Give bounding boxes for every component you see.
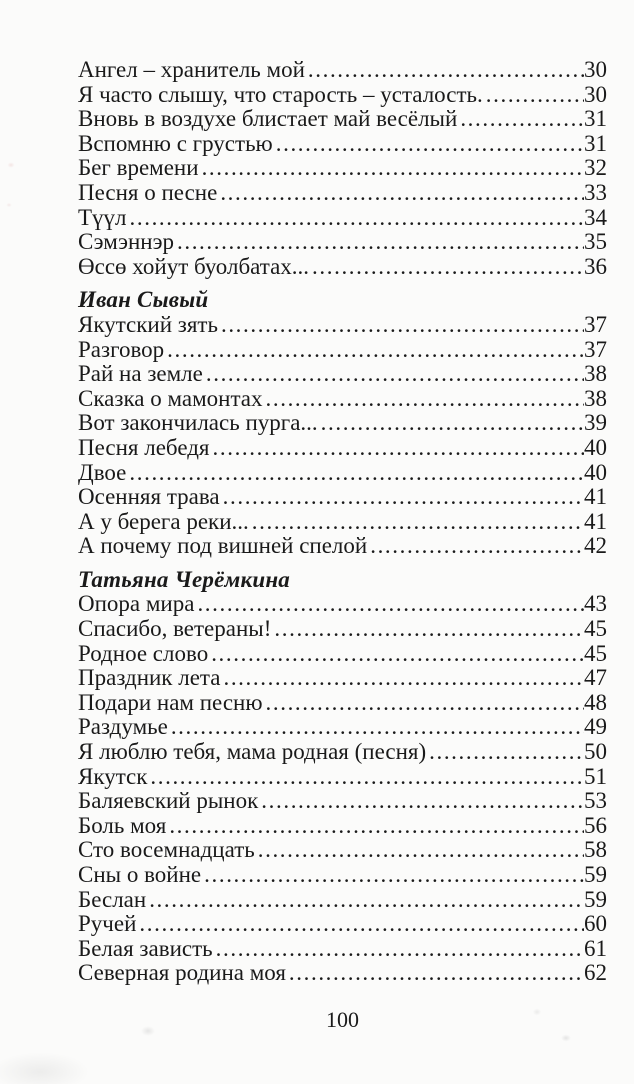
dot-leader (289, 961, 584, 986)
toc-entry (78, 411, 607, 436)
toc-entry (78, 691, 607, 716)
toc-entry (78, 206, 607, 231)
toc-entry (78, 937, 607, 962)
toc-entry (78, 58, 607, 83)
toc-entry (78, 740, 607, 765)
entry-title: Северная родина моя (78, 960, 286, 986)
dot-leader (266, 691, 584, 716)
toc-entry (78, 362, 607, 387)
entry-title: Сто восемнадцать (78, 837, 255, 863)
toc-entry (78, 510, 607, 535)
entry-title: Сказка о мамонтах (78, 385, 263, 411)
entry-title: Я часто слышу, что старость – усталость. (78, 81, 483, 107)
entry-page-number: 42 (584, 533, 607, 559)
dot-leader (223, 666, 584, 691)
entry-title: Праздник лета (78, 665, 221, 691)
entry-page-number: 48 (584, 689, 607, 715)
toc-entry (78, 912, 607, 937)
section-author-heading: Иван Сывый (78, 287, 209, 313)
entry-title: Я люблю тебя, мама родная (песня) (78, 739, 427, 765)
dot-leader (321, 411, 584, 436)
entry-page-number: 30 (584, 81, 607, 107)
dot-leader (150, 765, 584, 790)
entry-title: Разговор (78, 336, 165, 362)
dot-leader (204, 863, 584, 888)
toc-entry (78, 666, 607, 691)
dot-leader (130, 206, 584, 231)
dot-leader (429, 740, 584, 765)
dot-leader (167, 338, 584, 363)
toc-page (78, 58, 607, 986)
toc-entry (78, 838, 607, 863)
entry-title: Өссө хойут буолбатах... (78, 253, 310, 279)
dot-leader (223, 485, 584, 510)
entry-page-number: 30 (584, 57, 607, 82)
toc-entry (78, 107, 607, 132)
toc-entry (78, 534, 607, 559)
toc-entry (78, 181, 607, 206)
entry-title: А почему под вишней спелой (78, 533, 368, 559)
entry-page-number: 36 (584, 253, 607, 279)
entry-page-number: 40 (584, 434, 607, 460)
toc-entry (78, 255, 607, 280)
dot-leader (171, 715, 584, 740)
entry-page-number: 41 (584, 508, 607, 534)
entry-title: Якутский зять (78, 311, 218, 337)
entry-page-number: 35 (584, 229, 607, 255)
entry-page-number: 49 (584, 714, 607, 740)
entry-page-number: 47 (584, 665, 607, 691)
toc-entry (78, 156, 607, 181)
toc-entry (78, 313, 607, 338)
entry-page-number: 56 (584, 812, 607, 838)
entry-title: Якутск (78, 763, 148, 789)
entry-page-number: 37 (584, 311, 607, 337)
toc-entry (78, 592, 607, 617)
toc-entry (78, 485, 607, 510)
entry-title: Бег времени (78, 155, 199, 181)
entry-title: Подари нам песню (78, 689, 263, 715)
entry-page-number: 39 (584, 410, 607, 436)
dot-leader (258, 838, 584, 863)
toc-entry (78, 461, 607, 486)
toc-section (78, 288, 607, 559)
dot-leader (139, 912, 584, 937)
entry-title: Вот закончилась пурга... (78, 410, 318, 436)
entry-page-number: 58 (584, 837, 607, 863)
entry-title: Осенняя трава (78, 484, 220, 510)
dot-leader (197, 592, 584, 617)
entry-title: Вспомню с грустью (78, 130, 273, 156)
toc-entry (78, 338, 607, 363)
entry-page-number: 60 (584, 911, 607, 937)
entry-page-number: 62 (584, 960, 607, 986)
toc-entry (78, 863, 607, 888)
entry-page-number: 33 (584, 179, 607, 205)
page-number: 100 (326, 1007, 359, 1032)
entry-title: Родное слово (78, 640, 209, 666)
toc-entry (78, 132, 607, 157)
entry-title: Рай на земле (78, 361, 203, 387)
entry-page-number: 38 (584, 385, 607, 411)
toc-entry (78, 387, 607, 412)
entry-page-number: 34 (584, 204, 607, 230)
toc-entry (78, 814, 607, 839)
dot-leader (370, 534, 584, 559)
toc-section (78, 568, 607, 986)
entry-title: Беслан (78, 886, 147, 912)
entry-page-number: 61 (584, 935, 607, 961)
toc-section (78, 58, 607, 279)
toc-entry (78, 789, 607, 814)
dot-leader (213, 436, 584, 461)
dot-leader (221, 313, 584, 338)
dot-leader (460, 107, 584, 132)
entry-page-number: 31 (584, 130, 607, 156)
entry-page-number: 40 (584, 459, 607, 485)
entry-title: Баляевский рынок (78, 788, 259, 814)
dot-leader (149, 888, 584, 913)
entry-page-number: 32 (584, 155, 607, 181)
entry-title: Двое (78, 459, 127, 485)
entry-title: Сны о войне (78, 862, 202, 887)
dot-leader (206, 362, 584, 387)
toc-entry (78, 642, 607, 667)
entry-page-number: 59 (584, 862, 607, 887)
entry-page-number: 37 (584, 336, 607, 362)
dot-leader (261, 789, 584, 814)
entry-title: Боль моя (78, 812, 167, 838)
entry-title: Сэмэннэр (78, 229, 174, 255)
toc-entry (78, 436, 607, 461)
toc-entry (78, 961, 607, 986)
entry-title: А у берега реки... (78, 508, 249, 534)
dot-leader (486, 83, 584, 108)
dot-leader (129, 461, 584, 486)
entry-page-number: 38 (584, 361, 607, 387)
entry-page-number: 51 (584, 763, 607, 789)
entry-title: Спасибо, ветераны! (78, 616, 272, 642)
dot-leader (308, 58, 584, 83)
entry-title: Песня о песне (78, 179, 218, 205)
entry-page-number: 45 (584, 640, 607, 666)
dot-leader (220, 181, 584, 206)
dot-leader (211, 642, 584, 667)
entry-page-number: 53 (584, 788, 607, 814)
dot-leader (312, 255, 584, 280)
dot-leader (216, 937, 584, 962)
entry-page-number: 59 (584, 886, 607, 912)
toc-entry (78, 230, 607, 255)
entry-page-number: 31 (584, 106, 607, 132)
dot-leader (266, 387, 584, 412)
entry-title: Вновь в воздухе блистает май весёлый (78, 106, 458, 132)
dot-leader (274, 617, 584, 642)
dot-leader (169, 814, 584, 839)
dot-leader (202, 156, 584, 181)
entry-title: Ручей (78, 911, 137, 937)
toc-entry (78, 715, 607, 740)
entry-title: Опора мира (78, 591, 195, 617)
dot-leader (252, 510, 584, 535)
entry-title: Раздумье (78, 714, 168, 740)
toc-entry (78, 617, 607, 642)
table-of-contents (78, 58, 607, 986)
dot-leader (177, 230, 584, 255)
entry-title: Песня лебедя (78, 434, 210, 460)
entry-page-number: 45 (584, 616, 607, 642)
entry-page-number: 41 (584, 484, 607, 510)
dot-leader (276, 132, 584, 157)
entry-page-number: 50 (584, 739, 607, 765)
section-author-heading: Татьяна Черёмкина (78, 566, 290, 592)
toc-entry (78, 888, 607, 913)
entry-page-number: 43 (584, 591, 607, 617)
entry-title: Ангел – хранитель мой (78, 57, 305, 82)
entry-title: Белая зависть (78, 935, 213, 961)
entry-title: Түүл (78, 204, 127, 230)
toc-entry (78, 765, 607, 790)
toc-entry (78, 83, 607, 108)
